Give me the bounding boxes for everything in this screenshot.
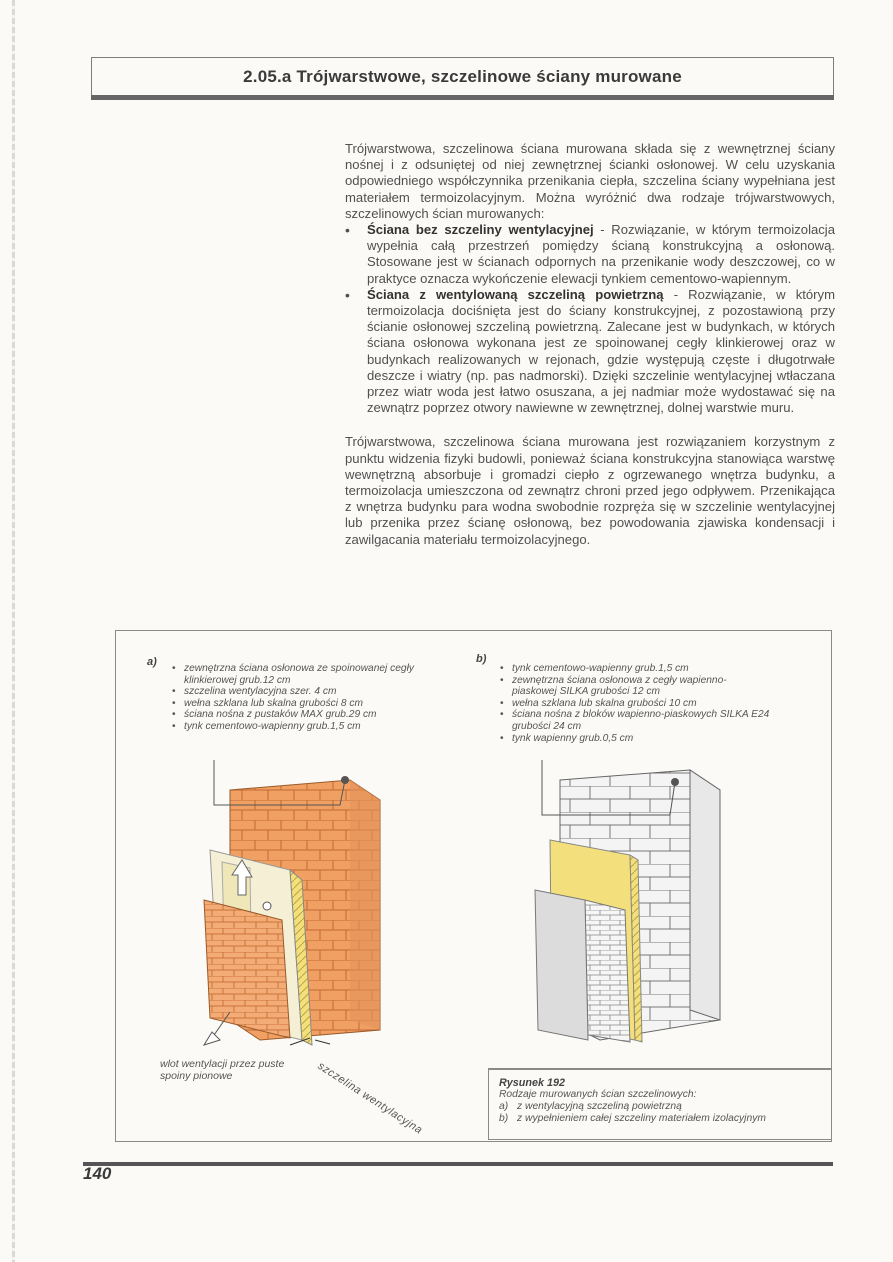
- caption-subtitle: Rodzaje murowanych ścian szczelinowych:: [499, 1089, 697, 1100]
- legend-item: • tynk wapienny grub.0,5 cm: [500, 732, 634, 744]
- legend-item: • wełna szklana lub skalna grubości 8 cm: [172, 697, 363, 709]
- list-item-term: Ściana z wentylowaną szczeliną powietrzną: [367, 286, 664, 302]
- list-item: [345, 222, 835, 287]
- outro-paragraph: Trójwarstwowa, szczelinowa ściana murowana jest rozwiązaniem korzystnym z punktu widzenia fizyki budowli, ponieważ ściana konstrukcyjna stanowiąca warstwę wewnętrzną absorbuje i gromadzi ciepło z ogrzewanego wnętrza budynku, a termoizolacja umieszczona od zewnątrz chroni przed jego odpływem. Przenikająca z wnętrza budynku para wodna swobodnie rozpręża się w szczelinie wentylacyjnej lub przenika przez ścianę osłonową, bez powodowania zjawiska kondensacji i zawilgacania materiału termoizolacyjnego.: [345, 434, 835, 547]
- legend-item: • ściana nośna z bloków wapienno-piaskowych SILKA E24 grubości 24 cm: [500, 709, 770, 732]
- figure-b-legend: [500, 663, 770, 744]
- legend-item: • zewnętrzna ściana osłonowa z cegły wapienno-piaskowej SILKA grubości 12 cm: [500, 674, 727, 698]
- caption-row: b) z wypełnieniem całej szczeliny materiałem izolacyjnym: [499, 1113, 766, 1124]
- bullet-icon: •: [345, 222, 350, 239]
- legend-item: • wełna szklana lub skalna grubości 10 cm: [500, 697, 697, 709]
- caption-row: a) z wentylacyjną szczeliną powietrzną: [499, 1101, 682, 1112]
- wall-types-list: [345, 222, 835, 416]
- list-item-text: - Rozwiązanie, w którym termoizolacja wypełnia całą przestrzeń pomiędzy ścianą konstrukcyjną a osłonową. Stosowane jest w ścianach odpornych na przenikanie wody deszczowej, co w praktyce oznacza wykończenie elewacji tynkiem cementowo-wapiennym.: [367, 222, 835, 286]
- footer-rule: [83, 1162, 833, 1166]
- scan-edge-artifact: [12, 0, 15, 1262]
- list-item: [345, 287, 835, 417]
- legend-item: • szczelina wentylacyjna szer. 4 cm: [172, 686, 337, 698]
- section-title: 2.05.a Trójwarstwowe, szczelinowe ściany murowane: [243, 66, 682, 86]
- list-item-term: Ściana bez szczeliny wentylacyjnej: [367, 222, 594, 238]
- inlet-annotation: wlot wentylacji przez puste spoiny pionowe: [160, 1058, 285, 1082]
- caption-title: Rysunek 192: [499, 1077, 566, 1089]
- figure-b-label: b): [476, 653, 487, 665]
- wall-illustration-a: [190, 760, 410, 1060]
- figure-a-label: a): [147, 656, 157, 668]
- header-rule: [91, 95, 834, 100]
- legend-item: • tynk cementowo-wapienny grub.1,5 cm: [500, 663, 689, 674]
- intro-paragraph: Trójwarstwowa, szczelinowa ściana murowana składa się z wewnętrznej ściany nośnej i z odsuniętej od niej zewnętrznej ścianki osłonowej. W celu uzyskania odpowiedniego współczynnika przenikania ciepła, szczelina ściany wypełniana jest materiałem termoizolacyjnym. Można wyróżnić dwa rodzaje trójwarstwowych, szczelinowych ścian murowanych:: [345, 141, 835, 221]
- list-item-text: - Rozwiązanie, w którym termoizolacja dociśnięta jest do ściany konstrukcyjnej, z pozostawioną przy ścianie osłonowej szczeliną powietrzną. Zalecane jest w budynkach, w których ściana osłonowa wykonana jest ze spoinowanej cegły klinkierowej oraz w budynkach realizowanych w rejonach, gdzie występują częste i długotrwałe deszcze i wiatry (np. pas nadmorski). Dzięki szczelinie wentylacyjnej wtłaczana przez wiatr woda jest łatwo osuszana, a jej nadmiar może wydostawać się na zewnątrz poprzez otwory nawiewne w zewnętrznej, dolnej warstwie muru.: [367, 286, 835, 416]
- figure-a-legend: [172, 663, 437, 733]
- legend-item: • ściana nośna z pustaków MAX grub.29 cm: [172, 709, 377, 721]
- bullet-icon: •: [345, 286, 350, 303]
- page-number: 140: [83, 1164, 112, 1183]
- legend-item: • zewnętrzna ściana osłonowa ze spoinowanej cegły klinkierowej grub.12 cm: [172, 663, 414, 686]
- section-header: [91, 57, 834, 95]
- figure-caption: [488, 1068, 832, 1140]
- gap-annotation: szczelina wentylacyjna: [315, 1060, 425, 1137]
- legend-item: • tynk cementowo-wapienny grub.1,5 cm: [172, 720, 361, 732]
- wall-illustration-b: [530, 760, 730, 1060]
- body-text: [345, 141, 835, 548]
